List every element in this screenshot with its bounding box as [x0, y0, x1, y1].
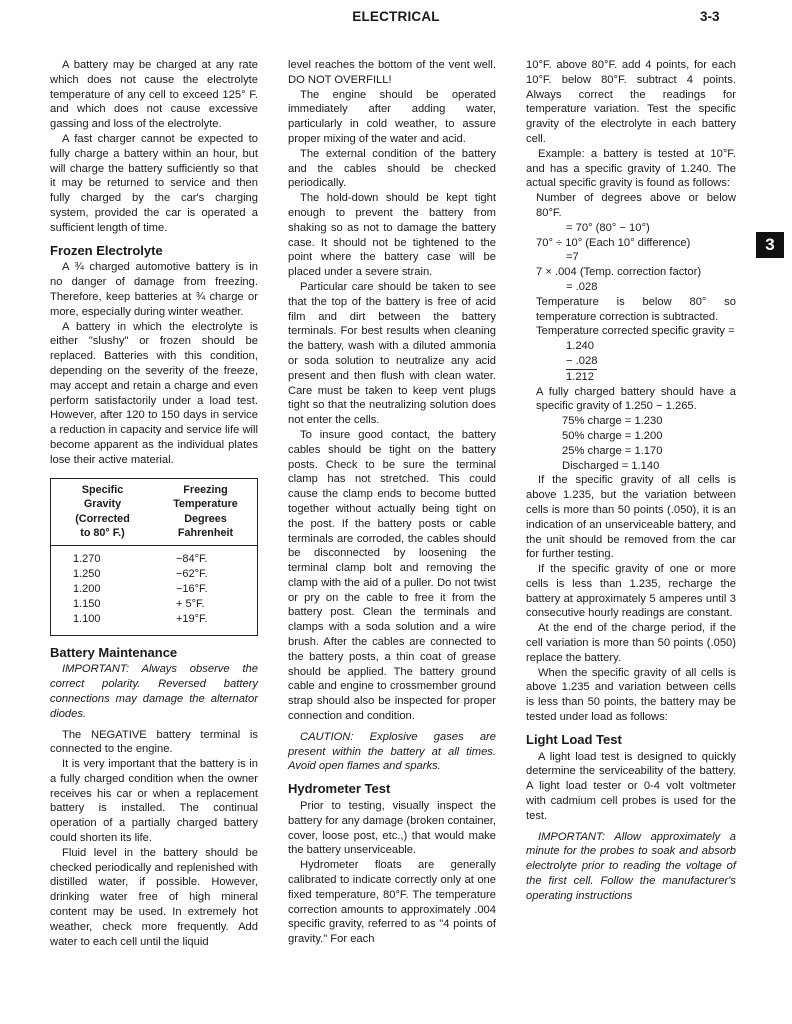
cell-temp: −16°F. [176, 582, 208, 595]
table-row [51, 582, 257, 597]
heading-light-load-test: Light Load Test [526, 731, 622, 747]
subtraction-line: − .028 [566, 354, 597, 370]
paragraph: Particular care should be taken to see that the top of the battery is free of acid film and dirt between the battery terminals. For best results when cleaning the battery, wash with a diluted ammonia or soda solution to neutralize any acid present and then flush with clean water. Care must be taken to keep vent plugs tight so that the neutralizing solution does not enter the cells. [288, 280, 496, 427]
example-line [526, 354, 736, 370]
paragraph: When the specific gravity of all cells is above 1.235 and variation between cells is less than 50 points, the battery may be tested under load as follows: [526, 666, 736, 724]
example-line: =7 [566, 251, 579, 264]
example-line: = .028 [566, 280, 598, 293]
cell-temp: −84°F. [176, 552, 208, 565]
page-number: 3-3 [700, 9, 720, 24]
column-3 [526, 58, 736, 904]
page-header-title: ELECTRICAL [352, 9, 440, 24]
paragraph: At the end of the charge period, if the cell variation is more than 50 points (.050) replace the battery. [526, 622, 736, 664]
important-note: IMPORTANT: Always observe the correct polarity. Reversed battery connections may damage the alternator diodes. [50, 663, 258, 720]
paragraph: The external condition of the battery and the cables should be checked periodically. [288, 147, 496, 190]
gravity-line: Discharged = 1.140 [562, 459, 660, 472]
example-line: 1.240 [566, 340, 594, 353]
paragraph: Hydrometer floats are generally calibrated to indicate correctly only at one fixed temperature, 80°F. The temperature correction amounts to approximately .004 specific gravity, referred to as "4 points of gravity." For each [288, 859, 496, 946]
column-2 [288, 58, 496, 947]
header-text: Gravity [83, 498, 122, 511]
column-1 [50, 58, 258, 949]
cell-gravity: 1.200 [73, 582, 101, 595]
paragraph: A light load test is designed to quickly determine the serviceability of the battery. A light load tester or 0-4 volt voltmeter with cadmium cell probes is used for the test. [526, 750, 736, 822]
paragraph: Prior to testing, visually inspect the battery for any damage (broken container, cover, loose post, etc.,) that would make the battery unserviceable. [288, 800, 496, 857]
header-text: (Corrected [75, 512, 130, 525]
gravity-line: 25% charge = 1.170 [562, 444, 663, 457]
important-note: IMPORTANT: Allow approximately a minute for the probes to soak and absorb electrolyte prior to reading the voltage of the first cell. Follow the manufacturer's operating instructions [526, 830, 736, 902]
paragraph: The engine should be operated immediately after adding water, particularly in cold weather, to assure proper mixing of the water and acid. [288, 88, 496, 145]
paragraph: A battery may be charged at any rate which does not cause the electrolyte temperature of any cell to exceed 125° F. and which does not cause excessive gassing and loss of the electrolyte. [50, 59, 258, 131]
paragraph: A fast charger cannot be expected to fully charge a battery within an hour, but will charge the battery sufficiently so that it may be returned to service and then fully charged by the car's charging system, provided the car is operated a sufficient length of time. [50, 132, 258, 234]
paragraph: If the specific gravity of all cells is above 1.235, but the variation between cells is more than 50 points (.050), it is an indication of an unserviceable battery, and the unit should be removed from the car for further testing. [526, 474, 736, 561]
header-text: Temperature [173, 498, 238, 511]
cell-gravity: 1.250 [73, 567, 101, 580]
paragraph: A battery in which the electrolyte is either "slushy" or frozen should be replaced. Batteries with this condition, depending on the severity of the freeze, may accept and retain a charge and even perform satisfactorily under a load test. However, after 120 to 150 days in service a reduction in capacity and service life will become apparent as the individual plates lose their active material. [50, 320, 258, 466]
section-tab: 3 [756, 232, 784, 258]
table-header [51, 479, 257, 546]
freezing-point-table [50, 478, 258, 636]
paragraph: Example: a battery is tested at 10°F. and has a specific gravity of 1.240. The actual specific gravity is found as follows: [526, 147, 736, 190]
table-body [51, 546, 257, 635]
cell-temp: + 5°F. [176, 597, 205, 610]
paragraph: If the specific gravity of one or more cells is less than 1.235, recharge the battery at approximately 5 amperes until 3 consecutive hourly readings are constant. [526, 563, 736, 620]
table-row [51, 552, 257, 567]
example-line: = 70° (80° − 10°) [566, 221, 650, 234]
heading-battery-maintenance: Battery Maintenance [50, 644, 178, 660]
example-line: A fully charged battery should have a specific gravity of 1.250 − 1.265. [536, 385, 736, 413]
cell-temp: +19°F. [176, 612, 208, 625]
cell-gravity: 1.100 [73, 612, 101, 625]
example-line: 70° ÷ 10° (Each 10° difference) [536, 236, 691, 249]
heading-frozen-electrolyte: Frozen Electrolyte [50, 242, 163, 258]
paragraph: The NEGATIVE battery terminal is connected to the engine. [50, 728, 258, 756]
caution-note: CAUTION: Explosive gases are present within the battery at all times. Avoid open flames and sparks. [288, 730, 496, 773]
header-text: to 80° F.) [80, 527, 125, 540]
header-text: Specific [81, 483, 124, 496]
example-line: 1.212 [566, 370, 594, 383]
cell-gravity: 1.150 [73, 597, 101, 610]
table-row [51, 567, 257, 582]
paragraph: level reaches the bottom of the vent well. DO NOT OVERFILL! [288, 59, 496, 86]
paragraph: It is very important that the battery is in a fully charged condition when the owner receives his car or when a replacement battery is installed. The continual operation of a partially charged battery could shorten its life. [50, 758, 258, 845]
cell-temp: −62°F. [176, 567, 208, 580]
paragraph: Fluid level in the battery should be checked periodically and replenished with distilled water, if possible. However, drinking water free of high mineral content may be used. In extremely hot weather, check more frequently. Add water to each cell until the liquid [50, 846, 258, 948]
paragraph: The hold-down should be kept tight enough to prevent the battery from shaking so as not to damage the battery case. It should not be tightened to the point where the battery case will be placed under a severe strain. [288, 192, 496, 279]
gravity-line: 75% charge = 1.230 [562, 415, 663, 428]
example-line: 7 × .004 (Temp. correction factor) [536, 266, 702, 279]
gravity-line: 50% charge = 1.200 [562, 429, 663, 442]
table-row [51, 597, 257, 612]
header-text: Freezing [183, 483, 228, 496]
header-specific-gravity [51, 483, 154, 541]
cell-gravity: 1.270 [73, 552, 101, 565]
paragraph: 10°F. above 80°F. add 4 points, for each 10°F. below 80°F. subtract 4 points. Always correct the readings for temperature variation. Test the specific gravity of the electrolyte in each battery cell. [526, 59, 736, 145]
heading-hydrometer-test: Hydrometer Test [288, 781, 391, 797]
paragraph: To insure good contact, the battery cables should be tight on the battery posts. Check to be sure the terminal clamp has not stretched. This could cause the clamp ends to become butted together without actually being tight on the post. If the battery posts or cable terminals are corroded, the cables should be disconnected by loosening the terminal clamp bolt and removing the clamp with the aid of a puller. Do not twist or pry on the cable to free it from the battery post. Clean the terminals and clamps with a soda solution and a wire brush. After the cables are connected to the battery posts, a thin coat of grease should be applied. The battery ground cable and engine to crossmember ground strap should also be inspected for proper connection and condition. [288, 428, 496, 723]
example-line: Temperature is below 80° so temperature correction is subtracted. [536, 295, 736, 323]
paragraph: A ¾ charged automotive battery is in no danger of damage from freezing. Therefore, keep batteries at ¾ charge or more, especially during winter weather. [50, 261, 258, 318]
header-text: Fahrenheit [177, 527, 234, 540]
header-text: Degrees [184, 512, 227, 525]
example-line: Temperature corrected specific gravity = [536, 325, 735, 338]
example-line: Number of degrees above or below 80°F. [536, 192, 736, 219]
table-row [51, 612, 257, 627]
header-freezing-temperature [154, 483, 257, 541]
